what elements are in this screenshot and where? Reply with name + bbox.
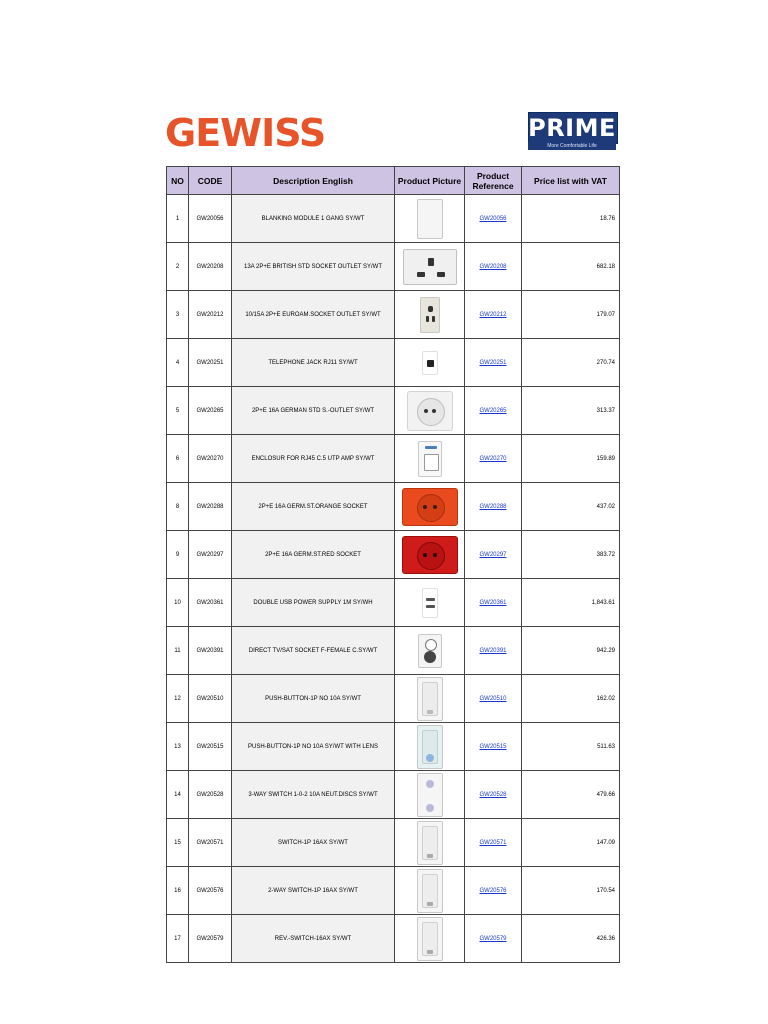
product-price: 18.76 (522, 195, 620, 243)
header-code: CODE (189, 167, 232, 195)
row-number: 10 (167, 579, 189, 627)
product-price: 170.54 (522, 867, 620, 915)
product-picture-cell (395, 675, 465, 723)
product-price: 159.89 (522, 435, 620, 483)
product-price: 313.37 (522, 387, 620, 435)
product-price: 437.02 (522, 483, 620, 531)
product-reference-cell (465, 483, 522, 531)
table-row (167, 435, 620, 483)
product-image-euroam-socket (420, 297, 440, 333)
product-price: 479.66 (522, 771, 620, 819)
product-picture-cell (395, 387, 465, 435)
row-number: 8 (167, 483, 189, 531)
product-code: GW20265 (189, 387, 232, 435)
row-number: 6 (167, 435, 189, 483)
row-number: 5 (167, 387, 189, 435)
product-description: TELEPHONE JACK RJ11 SY/WT (232, 339, 395, 387)
product-description: 10/15A 2P+E EUROAM.SOCKET OUTLET SY/WT (232, 291, 395, 339)
product-picture-cell (395, 723, 465, 771)
product-description: 2P+E 16A GERM.ST.ORANGE SOCKET (232, 483, 395, 531)
prime-logo-tagline: More Comfortable Life (528, 142, 616, 150)
product-description: PUSH-BUTTON-1P NO 10A SY/WT (232, 675, 395, 723)
row-number: 12 (167, 675, 189, 723)
table-row (167, 243, 620, 291)
header-reference: Product Reference (465, 167, 522, 195)
prime-logo-text: PRIME (528, 114, 616, 142)
table-row (167, 579, 620, 627)
product-code: GW20208 (189, 243, 232, 291)
product-price: 147.09 (522, 819, 620, 867)
product-description: DIRECT TV/SAT SOCKET F-FEMALE C.SY/WT (232, 627, 395, 675)
product-reference-link[interactable]: GW20270 (479, 455, 507, 462)
product-reference-cell (465, 387, 522, 435)
product-reference-link[interactable]: GW20288 (479, 503, 507, 510)
row-number: 17 (167, 915, 189, 963)
product-code: GW20579 (189, 915, 232, 963)
product-reference-cell (465, 867, 522, 915)
row-number: 13 (167, 723, 189, 771)
product-reference-link[interactable]: GW20212 (479, 311, 507, 318)
product-reference-cell (465, 675, 522, 723)
product-image-switch (417, 821, 443, 865)
table-row (167, 627, 620, 675)
table-row (167, 291, 620, 339)
gewiss-logo-text: GEWISS (165, 111, 326, 155)
product-price: 1,843.61 (522, 579, 620, 627)
product-reference-cell (465, 195, 522, 243)
table-header-row (167, 167, 620, 195)
product-picture-cell (395, 483, 465, 531)
table-row (167, 819, 620, 867)
product-reference-link[interactable]: GW20528 (479, 791, 507, 798)
table-row (167, 339, 620, 387)
product-image-three-way-switch (417, 773, 443, 817)
product-reference-cell (465, 915, 522, 963)
row-number: 14 (167, 771, 189, 819)
product-reference-link[interactable]: GW20251 (479, 359, 507, 366)
table-row (167, 675, 620, 723)
row-number: 4 (167, 339, 189, 387)
product-picture-cell (395, 291, 465, 339)
product-price: 383.72 (522, 531, 620, 579)
product-image-british-socket (403, 249, 457, 285)
product-reference-link[interactable]: GW20208 (479, 263, 507, 270)
product-reference-cell (465, 291, 522, 339)
product-image-push-button (417, 677, 443, 721)
product-code: GW20251 (189, 339, 232, 387)
product-picture-cell (395, 771, 465, 819)
table-row (167, 531, 620, 579)
table-row (167, 483, 620, 531)
table-row (167, 723, 620, 771)
product-reference-cell (465, 627, 522, 675)
row-number: 1 (167, 195, 189, 243)
product-price: 511.63 (522, 723, 620, 771)
product-code: GW20297 (189, 531, 232, 579)
product-image-blank-module (417, 199, 443, 239)
product-reference-cell (465, 723, 522, 771)
product-description: 2P+E 16A GERMAN STD S.-OUTLET SY/WT (232, 387, 395, 435)
table-row (167, 195, 620, 243)
row-number: 2 (167, 243, 189, 291)
product-image-rj45-enclosure (418, 441, 442, 477)
product-description: 3-WAY SWITCH 1-0-2 10A NEUT.DISCS SY/WT (232, 771, 395, 819)
product-reference-link[interactable]: GW20265 (479, 407, 507, 414)
product-reference-cell (465, 435, 522, 483)
product-price: 179.07 (522, 291, 620, 339)
product-code: GW20212 (189, 291, 232, 339)
product-image-tv-sat-socket (418, 634, 442, 668)
product-image-switch (417, 917, 443, 961)
product-code: GW20510 (189, 675, 232, 723)
product-description: SWITCH-1P 16AX SY/WT (232, 819, 395, 867)
product-code: GW20270 (189, 435, 232, 483)
product-description: PUSH-BUTTON-1P NO 10A SY/WT WITH LENS (232, 723, 395, 771)
table-row (167, 771, 620, 819)
product-reference-link[interactable]: GW20510 (479, 695, 507, 702)
product-price: 942.29 (522, 627, 620, 675)
product-price: 682.18 (522, 243, 620, 291)
product-picture-cell (395, 195, 465, 243)
product-description: DOUBLE USB POWER SUPPLY 1M SY/WH (232, 579, 395, 627)
price-list-table (166, 166, 620, 963)
row-number: 15 (167, 819, 189, 867)
header-no: NO (167, 167, 189, 195)
product-description: BLANKING MODULE 1 GANG SY/WT (232, 195, 395, 243)
product-reference-link[interactable]: GW20571 (479, 839, 507, 846)
product-picture-cell (395, 435, 465, 483)
product-code: GW20515 (189, 723, 232, 771)
product-code: GW20288 (189, 483, 232, 531)
product-reference-link[interactable]: GW20056 (479, 215, 507, 222)
product-picture-cell (395, 243, 465, 291)
product-image-german-socket-white (407, 391, 453, 431)
row-number: 16 (167, 867, 189, 915)
product-description: 2-WAY SWITCH-1P 16AX SY/WT (232, 867, 395, 915)
product-image-telephone-jack (422, 351, 438, 375)
product-reference-cell (465, 339, 522, 387)
product-code: GW20361 (189, 579, 232, 627)
product-code: GW20528 (189, 771, 232, 819)
row-number: 3 (167, 291, 189, 339)
product-reference-link[interactable]: GW20515 (479, 743, 507, 750)
row-number: 11 (167, 627, 189, 675)
product-reference-link[interactable]: GW20361 (479, 599, 507, 606)
product-reference-cell (465, 243, 522, 291)
header-price: Price list with VAT (522, 167, 620, 195)
product-description: REV.-SWITCH-16AX SY/WT (232, 915, 395, 963)
product-reference-cell (465, 579, 522, 627)
product-description: 13A 2P+E BRITISH STD SOCKET OUTLET SY/WT (232, 243, 395, 291)
product-reference-link[interactable]: GW20576 (479, 887, 507, 894)
product-image-switch (417, 869, 443, 913)
product-image-usb-supply (422, 588, 438, 618)
table-row (167, 387, 620, 435)
product-picture-cell (395, 627, 465, 675)
table-row (167, 915, 620, 963)
product-image-german-socket-orange (402, 488, 458, 526)
product-reference-cell (465, 819, 522, 867)
product-code: GW20391 (189, 627, 232, 675)
product-reference-link[interactable]: GW20297 (479, 551, 507, 558)
product-image-push-button-lens (417, 725, 443, 769)
product-price: 270.74 (522, 339, 620, 387)
product-reference-link[interactable]: GW20579 (479, 935, 507, 942)
product-reference-link[interactable]: GW20391 (479, 647, 507, 654)
product-reference-cell (465, 531, 522, 579)
row-number: 9 (167, 531, 189, 579)
product-picture-cell (395, 915, 465, 963)
product-code: GW20571 (189, 819, 232, 867)
table-row (167, 867, 620, 915)
product-price: 162.02 (522, 675, 620, 723)
product-description: 2P+E 16A GERM.ST.RED SOCKET (232, 531, 395, 579)
product-picture-cell (395, 339, 465, 387)
product-picture-cell (395, 579, 465, 627)
header-picture: Product Picture (395, 167, 465, 195)
product-description: ENCLOSUR FOR RJ45 C.5 UTP AMP SY/WT (232, 435, 395, 483)
product-code: GW20576 (189, 867, 232, 915)
header-description: Description English (232, 167, 395, 195)
product-price: 426.36 (522, 915, 620, 963)
product-picture-cell (395, 867, 465, 915)
product-reference-cell (465, 771, 522, 819)
product-picture-cell (395, 819, 465, 867)
product-image-german-socket-red (402, 536, 458, 574)
product-picture-cell (395, 531, 465, 579)
prime-logo (528, 112, 618, 150)
product-code: GW20056 (189, 195, 232, 243)
gewiss-logo (165, 111, 326, 155)
